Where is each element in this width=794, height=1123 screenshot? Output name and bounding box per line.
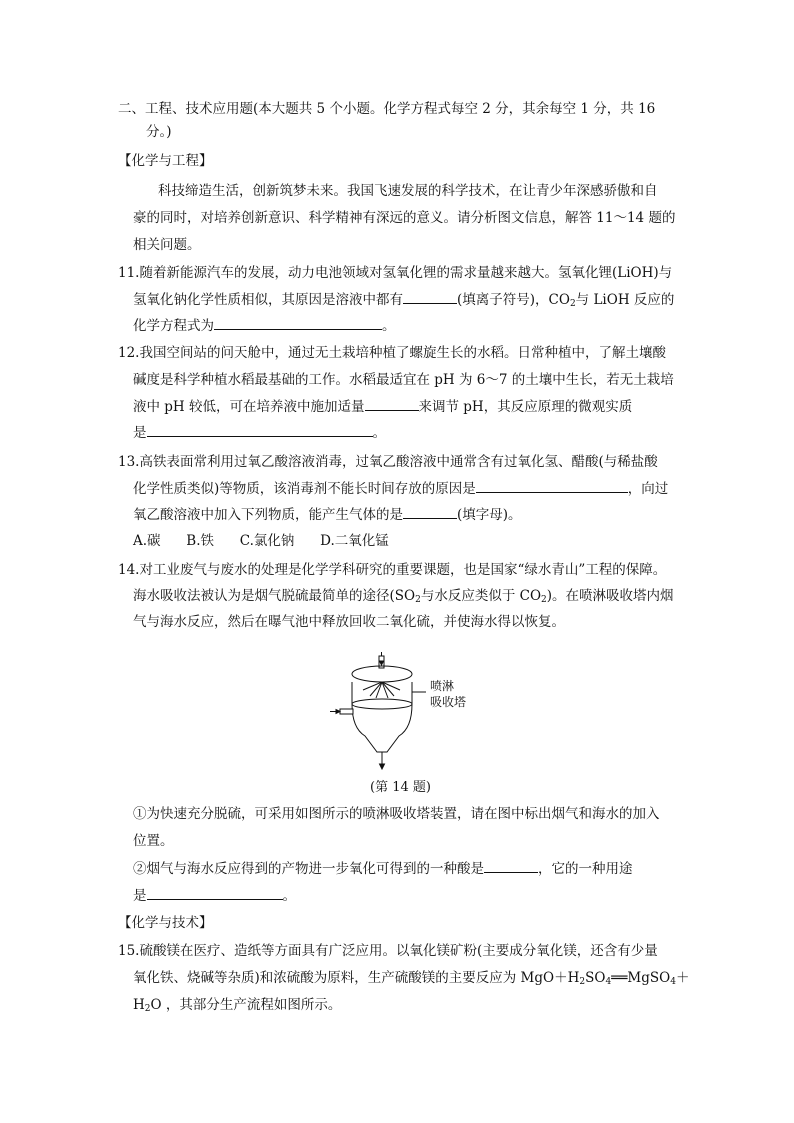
q12-blank-substance[interactable] [365,396,419,411]
q13-line2: 化学性质类似)等物质，该消毒剂不能长时间存放的原因是 ，向过 [133,478,668,499]
q14-line1: 14.对工业废气与废水的处理是化学学科研究的重要课题，也是国家“绿水青山”工程的保障。 [118,562,667,578]
q13-blank-reason[interactable] [476,478,628,493]
section-title-line2: 分。) [146,124,172,140]
q14-sub2-line2: 是 。 [133,885,296,906]
tower-label-line2: 吸收塔 [430,695,467,709]
q14-line2: 海水吸收法被认为是烟气脱硫最简单的途径($SO_2$与水反应类似于 $CO_2$)。在喷淋吸收塔内烟 [133,588,674,605]
tower-label-line1: 喷淋 [430,679,455,693]
q13-blank-letter[interactable] [403,504,457,519]
figure-caption: (第 14 题) [370,780,431,795]
q13-line1: 13.高铁表面常利用过氧乙酸溶液消毒，过氧乙酸溶液中通常含有过氧化氢、醋酸(与稀盐酸 [118,454,658,470]
q14-blank-use[interactable] [147,885,283,900]
q13-options: A.碳 B.铁 C.氯化钠 D.二氧化锰 [133,533,389,549]
heading-chem-technology: 【化学与技术】 [118,915,213,931]
q12-line2: 碱度是科学种植水稻最基础的工作。水稻最适宜在 pH 为 6～7 的土壤中生长，若无土栽培 [133,372,674,388]
q11-line1: 11.随着新能源汽车的发展，动力电池领域对氢氧化锂的需求量越来越大。氢氧化锂(LiOH)与 [118,265,673,281]
q12-blank-essence[interactable] [147,422,373,437]
intro-line2: 豪的同时，对培养创新意识、科学精神有深远的意义。请分析图文信息，解答 11～14 题的 [133,210,676,226]
q12-line1: 12.我国空间站的问天舱中，通过无土栽培种植了螺旋生长的水稻。日常种植中，了解土壤酸 [118,345,666,361]
intro-line1: 科技缔造生活，创新筑梦未来。我国飞速发展的科学技术，在让青少年深感骄傲和自 [158,183,658,199]
intro-line3: 相关问题。 [133,237,201,253]
q11-blank-ion[interactable] [403,289,457,304]
q14-sub2-line1: ②烟气与海水反应得到的产物进一步氧化可得到的一种酸是 ，它的一种用途 [133,858,633,879]
q11-blank-equation[interactable] [214,315,382,330]
spray-tower-figure [330,652,500,770]
q14-blank-acid[interactable] [484,858,538,873]
q13-line3: 氧乙酸溶液中加入下列物质，能产生气体的是 (填字母)。 [133,504,522,525]
q12-line3: 液中 pH 较低，可在培养液中施加适量 来调节 pH，其反应原理的微观实质 [133,396,632,417]
q14-sub1-line2: 位置。 [133,833,174,849]
q15-line1: 15.硫酸镁在医疗、造纸等方面具有广泛应用。以氧化镁矿粉(主要成分氧化镁，还含有少量 [118,943,658,959]
q14-sub1-line1: ①为快速充分脱硫，可采用如图所示的喷淋吸收塔装置，请在图中标出烟气和海水的加入 [133,806,660,822]
q12-line4: 是 。 [133,422,386,443]
spray-tower-diagram [330,652,500,770]
q14-line3: 气与海水反应，然后在曝气池中释放回收二氧化硫，并使海水得以恢复。 [133,614,565,630]
q15-line2: 氧化铁、烧碱等杂质)和浓硫酸为原料，生产硫酸镁的主要反应为 $MgO+H_2SO_4══MgSO_4+$ [133,970,690,987]
heading-chem-engineering: 【化学与工程】 [118,153,213,169]
q11-line2: 氢氧化钠化学性质相似，其原因是溶液中都有 (填离子符号)，$CO_2$与 LiOH 反应的 [133,289,674,314]
q15-line3: $H_2O$ ，其部分生产流程如图所示。 [133,997,342,1014]
q11-line3: 化学方程式为 。 [133,315,396,336]
section-title-line1: 二、工程、技术应用题(本大题共 5 个小题。化学方程式每空 2 分，其余每空 1 分，共 16 [118,101,656,117]
